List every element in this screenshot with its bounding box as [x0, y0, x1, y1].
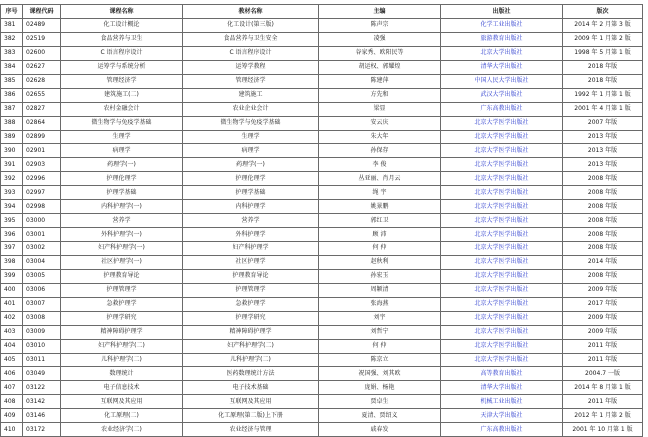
textbook-name-cell: 化工原理(第二版)上下册 [183, 409, 319, 423]
course-name-cell: 电子信息技术 [61, 381, 183, 395]
textbook-name-cell: 农业经济与管理 [183, 423, 319, 437]
course-name-cell: 微生物学与免疫学基础 [61, 116, 183, 130]
edition-cell: 2008 年版 [563, 172, 643, 186]
course-name-cell: 精神障碍护理学 [61, 325, 183, 339]
textbook-name-cell: 管理经济学 [183, 74, 319, 88]
publisher-cell: 北京大学医学出版社 [441, 297, 563, 311]
publisher-cell: 北京大学出版社 [441, 46, 563, 60]
seq-cell: 384 [1, 60, 23, 74]
course-code-cell: 02489 [23, 19, 61, 33]
course-name-cell: 外科护理学(一) [61, 228, 183, 242]
table-row [1, 32, 643, 46]
editor-cell: 谷家秀、欧阳民等 [319, 46, 441, 60]
textbook-name-cell: 妇产科护理学 [183, 242, 319, 256]
table-row [1, 255, 643, 269]
textbook-name-cell: 农业企业会计 [183, 102, 319, 116]
publisher-cell: 化学工业出版社 [441, 19, 563, 33]
course-name-cell: 护理伦理学 [61, 172, 183, 186]
course-name-cell: 妇产科护理学(二) [61, 339, 183, 353]
seq-cell: 400 [1, 283, 23, 297]
course-code-cell: 03146 [23, 409, 61, 423]
editor-cell: 贾卓生 [319, 395, 441, 409]
course-name-cell: 农村金融会计 [61, 102, 183, 116]
course-code-cell: 03011 [23, 353, 61, 367]
textbook-name-cell: 互联网及其应用 [183, 395, 319, 409]
editor-cell: 刘宇 [319, 311, 441, 325]
editor-cell: 赵秋利 [319, 255, 441, 269]
course-name-cell: 建筑施工(二) [61, 88, 183, 102]
textbook-name-cell: 内科护理学 [183, 200, 319, 214]
course-code-cell: 02901 [23, 144, 61, 158]
editor-cell: 朱大年 [319, 130, 441, 144]
edition-cell: 2009 年版 [563, 283, 643, 297]
textbook-name-cell: 病理学 [183, 144, 319, 158]
edition-cell: 2009 年 1 月第 2 版 [563, 32, 643, 46]
seq-cell: 388 [1, 116, 23, 130]
table-row [1, 242, 643, 256]
table-row [1, 144, 643, 158]
editor-cell: 刘哲宁 [319, 325, 441, 339]
course-code-cell: 03010 [23, 339, 61, 353]
publisher-cell: 旅游教育出版社 [441, 32, 563, 46]
header-textbook-name: 教材名称 [183, 5, 319, 19]
course-name-cell: 农业经济学(二) [61, 423, 183, 437]
table-row [1, 88, 643, 102]
course-name-cell: 护理管理学 [61, 283, 183, 297]
course-code-cell: 03172 [23, 423, 61, 437]
textbook-name-cell: 护理教育导论 [183, 269, 319, 283]
textbook-name-cell: 外科护理学 [183, 228, 319, 242]
textbook-name-cell: 运筹学教程 [183, 60, 319, 74]
editor-cell: 周颖清 [319, 283, 441, 297]
editor-cell: 丛亚丽、肖月云 [319, 172, 441, 186]
table-row [1, 325, 643, 339]
textbook-name-cell: 药理学(一) [183, 158, 319, 172]
edition-cell: 2009 年版 [563, 325, 643, 339]
course-code-cell: 02899 [23, 130, 61, 144]
table-row [1, 214, 643, 228]
publisher-cell: 北京大学医学出版社 [441, 311, 563, 325]
publisher-cell: 北京大学医学出版社 [441, 158, 563, 172]
course-code-cell: 02519 [23, 32, 61, 46]
publisher-cell: 机械工业出版社 [441, 395, 563, 409]
course-code-cell: 03006 [23, 283, 61, 297]
editor-cell: 何 仲 [319, 242, 441, 256]
course-name-cell: 内科护理学(一) [61, 200, 183, 214]
textbook-name-cell: 护理学研究 [183, 311, 319, 325]
course-name-cell: 食品营养与卫生 [61, 32, 183, 46]
seq-cell: 386 [1, 88, 23, 102]
textbook-name-cell: 护理伦理学 [183, 172, 319, 186]
course-code-cell: 02827 [23, 102, 61, 116]
publisher-cell: 广东高教出版社 [441, 102, 563, 116]
course-textbook-table [0, 4, 643, 437]
publisher-cell: 北京大学医学出版社 [441, 172, 563, 186]
course-name-cell: 药理学(一) [61, 158, 183, 172]
course-name-cell: 数理统计 [61, 367, 183, 381]
editor-cell: 戚春发 [319, 423, 441, 437]
seq-cell: 385 [1, 74, 23, 88]
textbook-name-cell: 社区护理学 [183, 255, 319, 269]
edition-cell: 2018 年版 [563, 74, 643, 88]
course-code-cell: 03049 [23, 367, 61, 381]
edition-cell: 2001 年 4 月第 1 版 [563, 102, 643, 116]
publisher-cell: 北京大学医学出版社 [441, 186, 563, 200]
edition-cell: 2014 年 2 月第 3 版 [563, 19, 643, 33]
course-code-cell: 02628 [23, 74, 61, 88]
edition-cell: 2008 年版 [563, 200, 643, 214]
table-row [1, 228, 643, 242]
edition-cell: 2008 年版 [563, 269, 643, 283]
table-row [1, 46, 643, 60]
seq-cell: 390 [1, 144, 23, 158]
edition-cell: 2011 年版 [563, 395, 643, 409]
table-row [1, 19, 643, 33]
seq-cell: 391 [1, 158, 23, 172]
publisher-cell: 清华大学出版社 [441, 381, 563, 395]
edition-cell: 2007 年版 [563, 116, 643, 130]
editor-cell: 孙保存 [319, 144, 441, 158]
course-code-cell: 03004 [23, 255, 61, 269]
textbook-name-cell: 建筑施工 [183, 88, 319, 102]
course-code-cell: 02627 [23, 60, 61, 74]
editor-cell: 祝国强、刘其欧 [319, 367, 441, 381]
seq-cell: 394 [1, 200, 23, 214]
seq-cell: 382 [1, 32, 23, 46]
seq-cell: 389 [1, 130, 23, 144]
textbook-name-cell: 儿科护理学(二) [183, 353, 319, 367]
header-editor: 主编 [319, 5, 441, 19]
edition-cell: 2008 年版 [563, 186, 643, 200]
table-row [1, 130, 643, 144]
course-code-cell: 02864 [23, 116, 61, 130]
course-code-cell: 03122 [23, 381, 61, 395]
seq-cell: 381 [1, 19, 23, 33]
course-name-cell: 生理学 [61, 130, 183, 144]
course-name-cell: 社区护理学(一) [61, 255, 183, 269]
editor-cell: 陈声宗 [319, 19, 441, 33]
table-row [1, 409, 643, 423]
seq-cell: 406 [1, 367, 23, 381]
editor-cell: 绳 宇 [319, 186, 441, 200]
table-row [1, 367, 643, 381]
publisher-cell: 北京大学医学出版社 [441, 228, 563, 242]
header-course-code: 课程代码 [23, 5, 61, 19]
course-code-cell: 02996 [23, 172, 61, 186]
publisher-cell: 北京大学医学出版社 [441, 242, 563, 256]
table-row [1, 102, 643, 116]
publisher-cell: 清华大学出版社 [441, 60, 563, 74]
textbook-name-cell: 妇产科护理学(二) [183, 339, 319, 353]
table-row [1, 339, 643, 353]
editor-cell: 何 仲 [319, 339, 441, 353]
edition-cell: 2009 年版 [563, 311, 643, 325]
course-code-cell: 03008 [23, 311, 61, 325]
course-code-cell: 03002 [23, 242, 61, 256]
textbook-name-cell: 化工设计(第三版) [183, 19, 319, 33]
textbook-name-cell: 精神障碍护理学 [183, 325, 319, 339]
course-code-cell: 03007 [23, 297, 61, 311]
publisher-cell: 北京大学医学出版社 [441, 116, 563, 130]
publisher-cell: 北京大学医学出版社 [441, 283, 563, 297]
seq-cell: 402 [1, 311, 23, 325]
textbook-name-cell: 电子技术基础 [183, 381, 319, 395]
table-row [1, 172, 643, 186]
table-body [1, 19, 643, 437]
publisher-cell: 北京大学医学出版社 [441, 325, 563, 339]
edition-cell: 2018 年版 [563, 60, 643, 74]
table-header-row [1, 5, 643, 19]
publisher-cell: 中国人民大学出版社 [441, 74, 563, 88]
header-course-name: 课程名称 [61, 5, 183, 19]
editor-cell: 凌强 [319, 32, 441, 46]
course-name-cell: 营养学 [61, 214, 183, 228]
table-row [1, 158, 643, 172]
textbook-name-cell: 微生物学与免疫学基础 [183, 116, 319, 130]
textbook-name-cell: 急救护理学 [183, 297, 319, 311]
textbook-name-cell: C 语言程序设计 [183, 46, 319, 60]
textbook-name-cell: 医药数理统计方法 [183, 367, 319, 381]
editor-cell: 张海燕 [319, 297, 441, 311]
publisher-cell: 北京大学医学出版社 [441, 200, 563, 214]
seq-cell: 408 [1, 395, 23, 409]
header-publisher: 出版社 [441, 5, 563, 19]
publisher-cell: 北京大学医学出版社 [441, 144, 563, 158]
seq-cell: 398 [1, 255, 23, 269]
edition-cell: 2001 年 10 月第 1 版 [563, 423, 643, 437]
publisher-cell: 北京大学医学出版社 [441, 255, 563, 269]
editor-cell: 方先和 [319, 88, 441, 102]
seq-cell: 397 [1, 242, 23, 256]
textbook-name-cell: 生理学 [183, 130, 319, 144]
editor-cell: 陈建萍 [319, 74, 441, 88]
course-name-cell: 儿科护理学(二) [61, 353, 183, 367]
seq-cell: 401 [1, 297, 23, 311]
seq-cell: 410 [1, 423, 23, 437]
seq-cell: 403 [1, 325, 23, 339]
edition-cell: 2014 年版 [563, 255, 643, 269]
editor-cell: 孙宏玉 [319, 269, 441, 283]
course-code-cell: 03009 [23, 325, 61, 339]
course-code-cell: 02997 [23, 186, 61, 200]
seq-cell: 407 [1, 381, 23, 395]
course-code-cell: 03142 [23, 395, 61, 409]
editor-cell: 胡运权、郭耀煌 [319, 60, 441, 74]
edition-cell: 2012 年 1 月第 2 版 [563, 409, 643, 423]
course-code-cell: 02655 [23, 88, 61, 102]
course-code-cell: 02600 [23, 46, 61, 60]
course-name-cell: 护理学基础 [61, 186, 183, 200]
course-name-cell: 化工原理(二) [61, 409, 183, 423]
course-code-cell: 02998 [23, 200, 61, 214]
textbook-name-cell: 营养学 [183, 214, 319, 228]
course-name-cell: 护理教育导论 [61, 269, 183, 283]
table-row [1, 311, 643, 325]
course-name-cell: 护理学研究 [61, 311, 183, 325]
edition-cell: 2013 年版 [563, 144, 643, 158]
seq-cell: 396 [1, 228, 23, 242]
table-row [1, 395, 643, 409]
course-name-cell: 急救护理学 [61, 297, 183, 311]
seq-cell: 387 [1, 102, 23, 116]
table-row [1, 186, 643, 200]
seq-cell: 395 [1, 214, 23, 228]
table-row [1, 269, 643, 283]
edition-cell: 2008 年版 [563, 242, 643, 256]
course-name-cell: 病理学 [61, 144, 183, 158]
seq-cell: 404 [1, 339, 23, 353]
editor-cell: 姚景鹏 [319, 200, 441, 214]
edition-cell: 2008 年版 [563, 228, 643, 242]
edition-cell: 2013 年版 [563, 130, 643, 144]
publisher-cell: 北京大学医学出版社 [441, 269, 563, 283]
course-name-cell: 化工设计概论 [61, 19, 183, 33]
table-row [1, 116, 643, 130]
edition-cell: 2014 年 8 月第 1 版 [563, 381, 643, 395]
table-row [1, 283, 643, 297]
edition-cell: 2013 年版 [563, 158, 643, 172]
table-row [1, 353, 643, 367]
editor-cell: 顾 沛 [319, 228, 441, 242]
publisher-cell: 北京大学医学出版社 [441, 339, 563, 353]
editor-cell: 郭红卫 [319, 214, 441, 228]
header-edition: 版次 [563, 5, 643, 19]
seq-cell: 405 [1, 353, 23, 367]
course-name-cell: 运筹学与系统分析 [61, 60, 183, 74]
textbook-name-cell: 护理管理学 [183, 283, 319, 297]
publisher-cell: 广东高教出版社 [441, 423, 563, 437]
edition-cell: 2011 年版 [563, 353, 643, 367]
course-name-cell: C 语言程序设计 [61, 46, 183, 60]
editor-cell: 陈京立 [319, 353, 441, 367]
publisher-cell: 北京大学医学出版社 [441, 130, 563, 144]
course-code-cell: 02903 [23, 158, 61, 172]
publisher-cell: 北京大学医学出版社 [441, 353, 563, 367]
table-row [1, 60, 643, 74]
edition-cell: 2004.7 一版 [563, 367, 643, 381]
edition-cell: 2011 年版 [563, 339, 643, 353]
table-row [1, 74, 643, 88]
edition-cell: 2008 年版 [563, 214, 643, 228]
course-code-cell: 03005 [23, 269, 61, 283]
editor-cell: 李 俊 [319, 158, 441, 172]
table-row [1, 423, 643, 437]
course-name-cell: 互联网及其应用 [61, 395, 183, 409]
textbook-name-cell: 食品营养与卫生安全 [183, 32, 319, 46]
editor-cell: 夏清、贾绍义 [319, 409, 441, 423]
textbook-name-cell: 护理学基础 [183, 186, 319, 200]
publisher-cell: 高等教育出版社 [441, 367, 563, 381]
seq-cell: 399 [1, 269, 23, 283]
course-name-cell: 妇产科护理学(一) [61, 242, 183, 256]
seq-cell: 409 [1, 409, 23, 423]
course-code-cell: 03000 [23, 214, 61, 228]
seq-cell: 393 [1, 186, 23, 200]
edition-cell: 2017 年版 [563, 297, 643, 311]
header-seq: 序号 [1, 5, 23, 19]
publisher-cell: 天津大学出版社 [441, 409, 563, 423]
course-name-cell: 管理经济学 [61, 74, 183, 88]
table-row [1, 200, 643, 214]
table-row [1, 381, 643, 395]
course-code-cell: 03001 [23, 228, 61, 242]
table-row [1, 297, 643, 311]
editor-cell: 梁显 [319, 102, 441, 116]
edition-cell: 1992 年 1 月第 1 版 [563, 88, 643, 102]
edition-cell: 1998 年 5 月第 1 版 [563, 46, 643, 60]
publisher-cell: 北京大学医学出版社 [441, 214, 563, 228]
editor-cell: 安云庆 [319, 116, 441, 130]
seq-cell: 383 [1, 46, 23, 60]
publisher-cell: 武汉大学出版社 [441, 88, 563, 102]
seq-cell: 392 [1, 172, 23, 186]
editor-cell: 庞娟、杨艳 [319, 381, 441, 395]
